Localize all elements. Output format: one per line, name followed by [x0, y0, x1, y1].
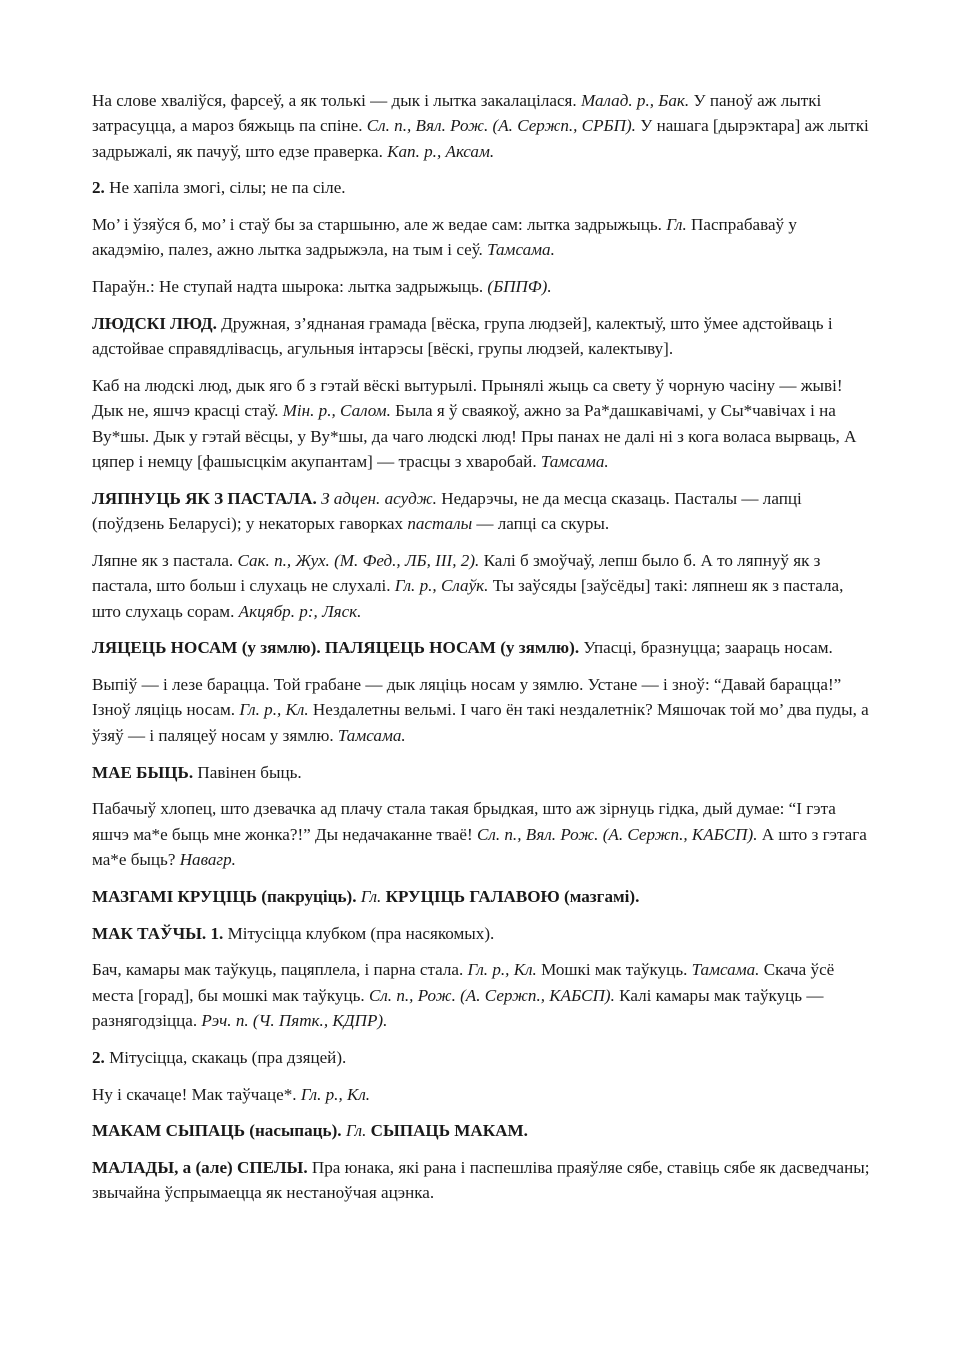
italic-source: Мін. р., Салом. [282, 401, 391, 421]
paragraph [92, 1045, 870, 1070]
text-run: Ну і скачаце! Мак таўчаце*. [92, 1084, 301, 1104]
bold-term: МАКАМ СЫПАЦЬ (насыпаць). [92, 1121, 342, 1141]
text-run: — лапці са скуры. [472, 514, 610, 534]
bold-term: МАЗГАМІ КРУЦІЦЬ (пакруціць). [92, 886, 357, 906]
paragraph [92, 760, 870, 785]
text-run: Недарэчы, не да месца сказаць. Пасталы — лапці (поўдзень Беларусі); у некаторых гаворках [92, 488, 802, 534]
bold-term: СЫПАЦЬ МАКАМ. [370, 1121, 528, 1141]
italic-source: Гл. [345, 1121, 367, 1141]
italic-source: Акцябр. р:, Ляск. [238, 601, 362, 621]
italic-source: Малад. р., Бак. [580, 91, 690, 110]
italic-source: Тамсама. [337, 725, 406, 745]
paragraph [92, 175, 870, 200]
bold-term: ЛЮДСКІ ЛЮД. [92, 314, 217, 334]
paragraph [92, 373, 870, 474]
bold-term: МАК ТАЎЧЫ. 1. [92, 923, 224, 943]
italic-source: Тамсама. [540, 452, 609, 472]
bold-term: 2. [92, 1047, 105, 1067]
paragraph [92, 921, 870, 946]
italic-source: Рэч. п. (Ч. Пятк., КДПР). [201, 1010, 388, 1030]
italic-source: Гл. р., Кл. [239, 700, 309, 720]
bold-term: ЛЯПНУЦЬ ЯК З ПАСТАЛА. [92, 488, 317, 508]
paragraph [92, 311, 870, 362]
paragraph [92, 548, 870, 624]
text-run: Мітусіцца, скакаць (пра дзяцей). [104, 1047, 347, 1067]
text-run: Параўн.: Не ступай надта шырока: лытка задрыжыць. [92, 277, 488, 297]
paragraph [92, 635, 870, 660]
text-run: Выпіў — і лезе барацца. Той грабане — дык ляціць носам у зямлю. Устане — і зноў: “Давай барацца!” Ізноў ляціць носам. [92, 675, 842, 720]
italic-source: Сл. п., Рож. (А. Сержп., КАБСП). [368, 985, 615, 1005]
paragraph [92, 957, 870, 1033]
text-run: У паноў аж лыткі затрасуцца, а мароз бяжыць па спіне. [92, 91, 822, 136]
text-run: А што з гэтага ма*е быць? [92, 824, 867, 869]
italic-source: Навагр. [179, 849, 236, 869]
italic-source: Тамсама. [691, 960, 760, 980]
paragraph [92, 1118, 870, 1143]
paragraph [92, 1082, 870, 1107]
bold-term: ЛЯЦЕЦЬ НОСАМ (у зямлю). ПАЛЯЦЕЦЬ НОСАМ (у зямлю). [92, 638, 580, 658]
text-run: Была я ў сваякоў, ажно за Ра*дашкавічамі, у Сы*чавічах і на Ву*шы. Дык у гэтай вёсцы, у Ву*шы, да чаго людскі люд! Пры панах не далі ні з кога воласа вырваць, А цяпер і немцу [фашысцкім акупантам] — трасцы з хваробай. [92, 401, 857, 472]
paragraph [92, 884, 870, 909]
text-run: Упасці, бразнуцца; заараць носам. [579, 638, 833, 658]
italic-source: Гл. р., Кл. [300, 1084, 371, 1104]
paragraph [92, 672, 870, 748]
text-run: Мошкі мак таўкуць. [536, 960, 692, 980]
italic-source: Гл. р., Слаўк. [394, 576, 489, 596]
paragraph [92, 88, 870, 164]
text-run: Павінен быць. [193, 762, 302, 782]
text-run: Паспрабаваў у акадэмію, палез, ажно лытка задрыжэла, на тым і сеў. [92, 215, 797, 260]
italic-source: Гл. [666, 215, 687, 235]
text-run: Калі б змоўчаў, лепш было б. А то ляпнуў як з пастала, што больш і слухаць не слухалі. [92, 550, 821, 596]
paragraph [92, 796, 870, 872]
text-run: Мо’ і ўзяўся б, мо’ і стаў бы за старшыню, але ж ведае сам: лытка задрыжыць. [92, 215, 667, 235]
text-run: Дружная, з’яднаная грамада [вёска, група людзей], калектыў, што ўмее адстойваць і адстойвае справядлівасць, агульныя інтарэсы [вёскі, групы людзей, калектыву]. [92, 314, 833, 359]
italic-source: З адцен. асудж. [321, 488, 437, 508]
text-run: Скача ўсё места [горад], бы мошкі мак таўкуць. [92, 960, 835, 1005]
text-run: Ляпне як з пастала. [92, 550, 238, 570]
text-run: У нашага [дырэктара] аж лыткі задрыжалі, як пачуў, што едзе праверка. [92, 116, 869, 161]
paragraph [92, 486, 870, 537]
italic-source: пасталы [407, 514, 473, 534]
document-page [92, 88, 870, 1217]
paragraph [92, 212, 870, 263]
bold-term: МАЕ БЫЦЬ. [92, 762, 194, 782]
paragraph [92, 1155, 870, 1206]
text-run: Не хапіла змогі, сілы; не па сіле. [104, 178, 346, 198]
text-run: Пра юнака, які рана і паспешліва праяўляе сябе, ставіць сябе як дасведчаны; звычайна ўспрымаецца як нестаноўчая ацэнка. [92, 1158, 870, 1203]
bold-term: 2. [92, 178, 105, 198]
text-run: Бач, камары мак таўкуць, пацяплела, і парна стала. [92, 960, 468, 980]
text-run: Каб на людскі люд, дык яго б з гэтай вёскі вытурылі. Прынялі жыць са свету ў чорную часіну — жыві! Дык не, яшчэ красці стаў. [92, 376, 843, 421]
italic-source: Кап. р., Аксам. [387, 141, 495, 161]
text-run: Калі камары мак таўкуць — разнягодзіцца. [92, 985, 824, 1030]
italic-source: Сак. п., Жух. (М. Фед., ЛБ, ІІІ, 2). [237, 550, 480, 570]
text-run: На слове хваліўся, фарсеў, а як толькі — дык і лытка закалацілася. [92, 91, 581, 110]
italic-source: Сл. п., Вял. Рож. (А. Сержп., КАБСП). [476, 824, 758, 844]
bold-term: КРУЦІЦЬ ГАЛАВОЮ (мазгамі). [385, 886, 640, 906]
paragraph [92, 274, 870, 299]
text-run: Нездалетны вельмі. І чаго ён такі нездалетнік? Мяшочак той мо’ два пуды, а ўзяў — і паляцеў носам у зямлю. [92, 700, 869, 745]
italic-source: Сл. п., Вял. Рож. (А. Сержп., СРБП). [366, 116, 636, 136]
bold-term: МАЛАДЫ, а (але) СПЕЛЫ. [92, 1158, 308, 1178]
text-run: Ты заўсяды [заўсёды] такі: ляпнеш як з пастала, што слухаць сорам. [92, 576, 844, 621]
italic-source: Тамсама. [487, 240, 555, 260]
text-run: Пабачыў хлопец, што дзевачка ад плачу стала такая брыдкая, што аж зірнуць гідка, дый думае: “І гэта яшчэ ма*е быць мне жонка?!” Ды недачаканне тваё! [92, 799, 836, 844]
italic-source: Гл. р., Кл. [467, 960, 537, 980]
text-run: Мітусіцца клубком (пра насякомых). [223, 923, 495, 943]
italic-source: Гл. [360, 886, 382, 906]
italic-source: (БППФ). [487, 277, 552, 297]
